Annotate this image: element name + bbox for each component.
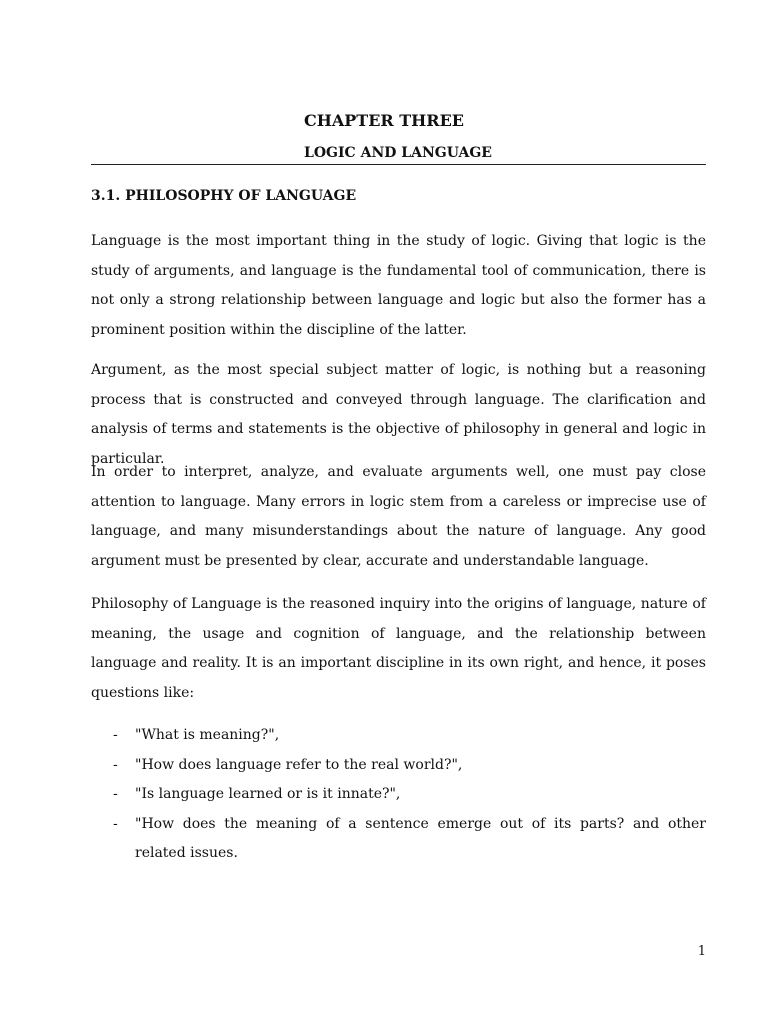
bullet-dash: - [113,756,118,773]
title-divider [91,164,706,165]
list-item [91,721,706,751]
bullet-dash: - [113,815,118,832]
chapter-title: CHAPTER THREE [304,111,464,130]
bullet-dash: - [113,786,118,802]
paragraph-4: Philosophy of Language is the reasoned inquiry into the origins of language, nature of meaning, the usage and cognition of language, and the relationship between language and reality. It is an important discipline in its own right, and hence, it poses questions like: [91,596,706,701]
chapter-subtitle: LOGIC AND LANGUAGE [304,145,492,161]
list-item [91,810,706,869]
paragraph-1: Language is the most important thing in the study of logic. Giving that logic is the study of arguments, and language is the fundamental tool of communication, there is not only a strong relationship between language and logic but also the former has a prominent position within the discipline of the latter. [91,233,706,338]
section-heading: 3.1. PHILOSOPHY OF LANGUAGE [91,188,357,204]
question-list [91,721,706,869]
list-item-text: "Is language learned or is it innate?", [135,786,401,802]
page-number: 1 [697,944,706,959]
bullet-dash: - [113,727,118,743]
list-item-text: "What is meaning?", [135,727,280,743]
paragraph-3: In order to interpret, analyze, and evaluate arguments well, one must pay close attention to language. Many errors in logic stem from a careless or imprecise use of language, and many misunderstandings about the nature of language. Any good argument must be presented by clear, accurate and understandable language. [91,464,706,569]
paragraph-2: Argument, as the most special subject matter of logic, is nothing but a reasoning process that is constructed and conveyed through language. The clarification and analysis of terms and statements is the objective of philosophy in general and logic in particular. [91,362,706,467]
list-item [91,780,706,810]
list-item-text: "How does the meaning of a sentence emerge out of its parts? and other related issues. [135,815,706,861]
list-item-text: "How does language refer to the real world?", [135,756,463,773]
list-item [91,751,706,781]
